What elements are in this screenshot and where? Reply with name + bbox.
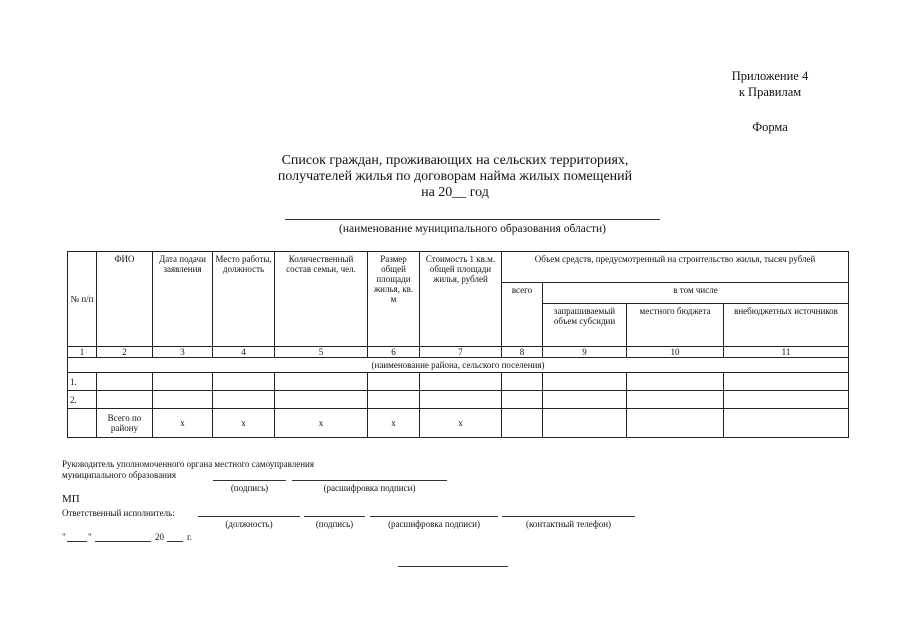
form-label: Форма: [752, 120, 788, 134]
col-num: 7: [420, 347, 502, 358]
col-num: 4: [213, 347, 275, 358]
appendix-label: [660, 68, 880, 100]
row-number: 2.: [68, 391, 97, 409]
table-cell[interactable]: [724, 391, 849, 409]
head-signature-line[interactable]: [213, 480, 286, 481]
executor-label: Ответственный исполнитель:: [62, 508, 175, 518]
total-row: [68, 409, 849, 438]
col-num: 10: [627, 347, 724, 358]
date-year-prefix: 20: [155, 532, 164, 542]
col-num: 1: [68, 347, 97, 358]
table-cell[interactable]: [213, 391, 275, 409]
not-applicable-mark: х: [213, 409, 275, 438]
document-title: [230, 153, 680, 201]
date-quote-open: ": [62, 532, 66, 542]
header-work: Место работы, должность: [213, 252, 275, 347]
position-caption: (должность): [225, 519, 273, 529]
header-area: Размер общей площади жилья, кв. м: [368, 252, 420, 347]
header-including: в том числе: [543, 283, 849, 304]
col-num: 6: [368, 347, 420, 358]
head-decode-line[interactable]: [292, 480, 447, 481]
not-applicable-mark: х: [420, 409, 502, 438]
title-line-2: получателей жилья по договорам найма жилых помещений: [277, 169, 633, 184]
table-cell[interactable]: [627, 391, 724, 409]
header-num: № п/п: [68, 252, 97, 347]
header-total: всего: [502, 283, 543, 347]
executor-decode-line[interactable]: [370, 516, 498, 517]
table-cell[interactable]: [627, 373, 724, 391]
table-cell[interactable]: [97, 391, 153, 409]
table-cell[interactable]: [153, 391, 213, 409]
header-subsidy: запрашиваемый объем субсидии: [543, 304, 627, 347]
col-num: 3: [153, 347, 213, 358]
decode-caption-2: (расшифровка подписи): [388, 519, 480, 529]
header-fio: ФИО: [97, 252, 153, 347]
table-row: [68, 373, 849, 391]
footer-divider: [398, 566, 508, 567]
table-row: [68, 391, 849, 409]
date-day-line[interactable]: [67, 541, 87, 542]
head-title-line-1: Руководитель уполномоченного органа местного самоуправления: [62, 459, 314, 469]
header-date: Дата подачи заявления: [153, 252, 213, 347]
table-cell[interactable]: [724, 409, 849, 438]
table-cell[interactable]: [420, 391, 502, 409]
municipality-caption: (наименование муниципального образования области): [339, 223, 606, 235]
recipients-table: [67, 251, 849, 438]
appendix-line-1: Приложение 4: [731, 69, 809, 83]
section-row: [68, 358, 849, 373]
date-suffix: г.: [187, 532, 192, 542]
table-cell[interactable]: [368, 373, 420, 391]
title-line-1: Список граждан, проживающих на сельских территориях,: [281, 153, 629, 168]
header-extra-budget: внебюджетных источников: [724, 304, 849, 347]
table-cell[interactable]: [420, 373, 502, 391]
col-num: 2: [97, 347, 153, 358]
table-cell[interactable]: [543, 391, 627, 409]
stamp-place-label: МП: [62, 493, 80, 505]
municipality-blank-line[interactable]: [285, 219, 660, 220]
date-year-line[interactable]: [167, 541, 183, 542]
header-funds: Объем средств, предусмотренный на строительство жилья, тысяч рублей: [502, 252, 849, 283]
table-cell[interactable]: [502, 391, 543, 409]
appendix-line-2: к Правилам: [738, 85, 802, 99]
phone-caption: (контактный телефон): [525, 519, 612, 529]
header-family: Количественный состав семьи, чел.: [275, 252, 368, 347]
header-cost: Стоимость 1 кв.м. общей площади жилья, рублей: [420, 252, 502, 347]
table-cell[interactable]: [627, 409, 724, 438]
table-cell[interactable]: [275, 373, 368, 391]
executor-position-line[interactable]: [198, 516, 300, 517]
table-cell[interactable]: [153, 373, 213, 391]
table-cell[interactable]: [502, 373, 543, 391]
table-cell[interactable]: [543, 409, 627, 438]
column-numbers-row: [68, 347, 849, 358]
row-number: 1.: [68, 373, 97, 391]
col-num: 11: [724, 347, 849, 358]
sign-caption: (подпись): [230, 483, 269, 493]
table-cell: [68, 409, 97, 438]
total-label: Всего по району: [97, 409, 153, 438]
head-title-line-2: муниципального образования: [62, 470, 176, 480]
col-num: 5: [275, 347, 368, 358]
col-num: 8: [502, 347, 543, 358]
table-cell[interactable]: [502, 409, 543, 438]
sign-caption-2: (подпись): [315, 519, 354, 529]
table-cell[interactable]: [275, 391, 368, 409]
title-line-3: на 20__ год: [421, 185, 489, 200]
not-applicable-mark: х: [153, 409, 213, 438]
decode-caption: (расшифровка подписи): [323, 483, 416, 493]
header-local-budget: местного бюджета: [627, 304, 724, 347]
not-applicable-mark: х: [368, 409, 420, 438]
executor-signature-line[interactable]: [304, 516, 365, 517]
table-cell[interactable]: [724, 373, 849, 391]
table-cell[interactable]: [97, 373, 153, 391]
date-quote-close: ": [88, 532, 92, 542]
table-cell[interactable]: [543, 373, 627, 391]
section-label: (наименование района, сельского поселения): [68, 358, 849, 373]
executor-phone-line[interactable]: [502, 516, 635, 517]
not-applicable-mark: х: [275, 409, 368, 438]
table-cell[interactable]: [213, 373, 275, 391]
header-row: [68, 252, 849, 283]
table-cell[interactable]: [368, 391, 420, 409]
date-month-line[interactable]: [95, 541, 151, 542]
col-num: 9: [543, 347, 627, 358]
